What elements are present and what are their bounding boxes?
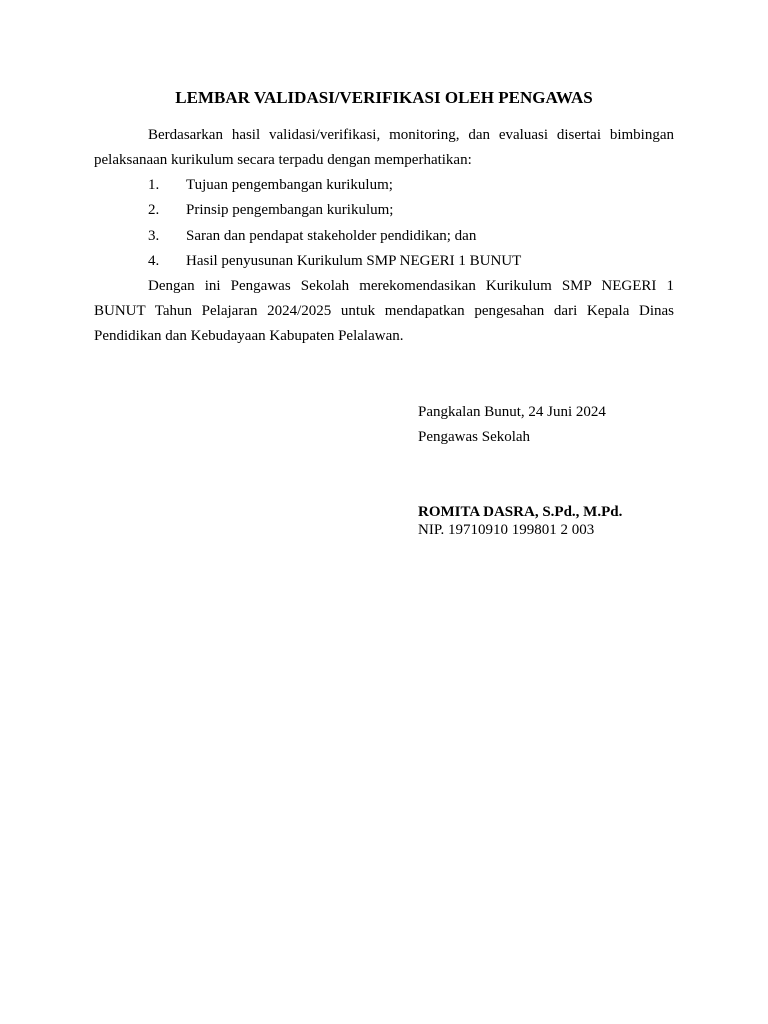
list-item [94,198,674,223]
list-item-text: Tujuan pengembangan kurikulum; [186,177,393,193]
criteria-list [94,173,674,274]
list-item-number: 4. [148,252,160,269]
intro-paragraph: Berdasarkan hasil validasi/verifikasi, monitoring, dan evaluasi disertai bimbingan pelaksanaan kurikulum secara terpadu dengan memperhatikan: [94,127,674,168]
closing-paragraph-block [94,274,674,349]
signature-role: Pengawas Sekolah [418,429,531,445]
signature-place-date: Pangkalan Bunut, 24 Juni 2024 [418,404,606,420]
list-item [94,224,674,249]
intro-paragraph-block [94,123,674,173]
list-item-number: 2. [148,202,160,219]
list-item [94,249,674,274]
closing-paragraph: Dengan ini Pengawas Sekolah merekomendasikan Kurikulum SMP NEGERI 1 BUNUT Tahun Pelajaran 2024/2025 untuk mendapatkan pengesahan dari Kepala Dinas Pendidikan dan Kebudayaan Kabupaten Pelalawan. [94,278,674,344]
list-item-number: 3. [148,227,160,244]
signer-name: ROMITA DASRA, S.Pd., M.Pd. [418,504,623,520]
list-item-number: 1. [148,177,160,193]
signer-nip: NIP. 19710910 199801 2 003 [418,522,595,538]
list-item-text: Prinsip pengembangan kurikulum; [186,202,394,219]
document-title: LEMBAR VALIDASI/VERIFIKASI OLEH PENGAWAS [175,88,593,107]
list-item-text: Saran dan pendapat stakeholder pendidikan; dan [186,227,477,244]
list-item [94,173,674,198]
list-item-text: Hasil penyusunan Kurikulum SMP NEGERI 1 BUNUT [186,252,522,269]
